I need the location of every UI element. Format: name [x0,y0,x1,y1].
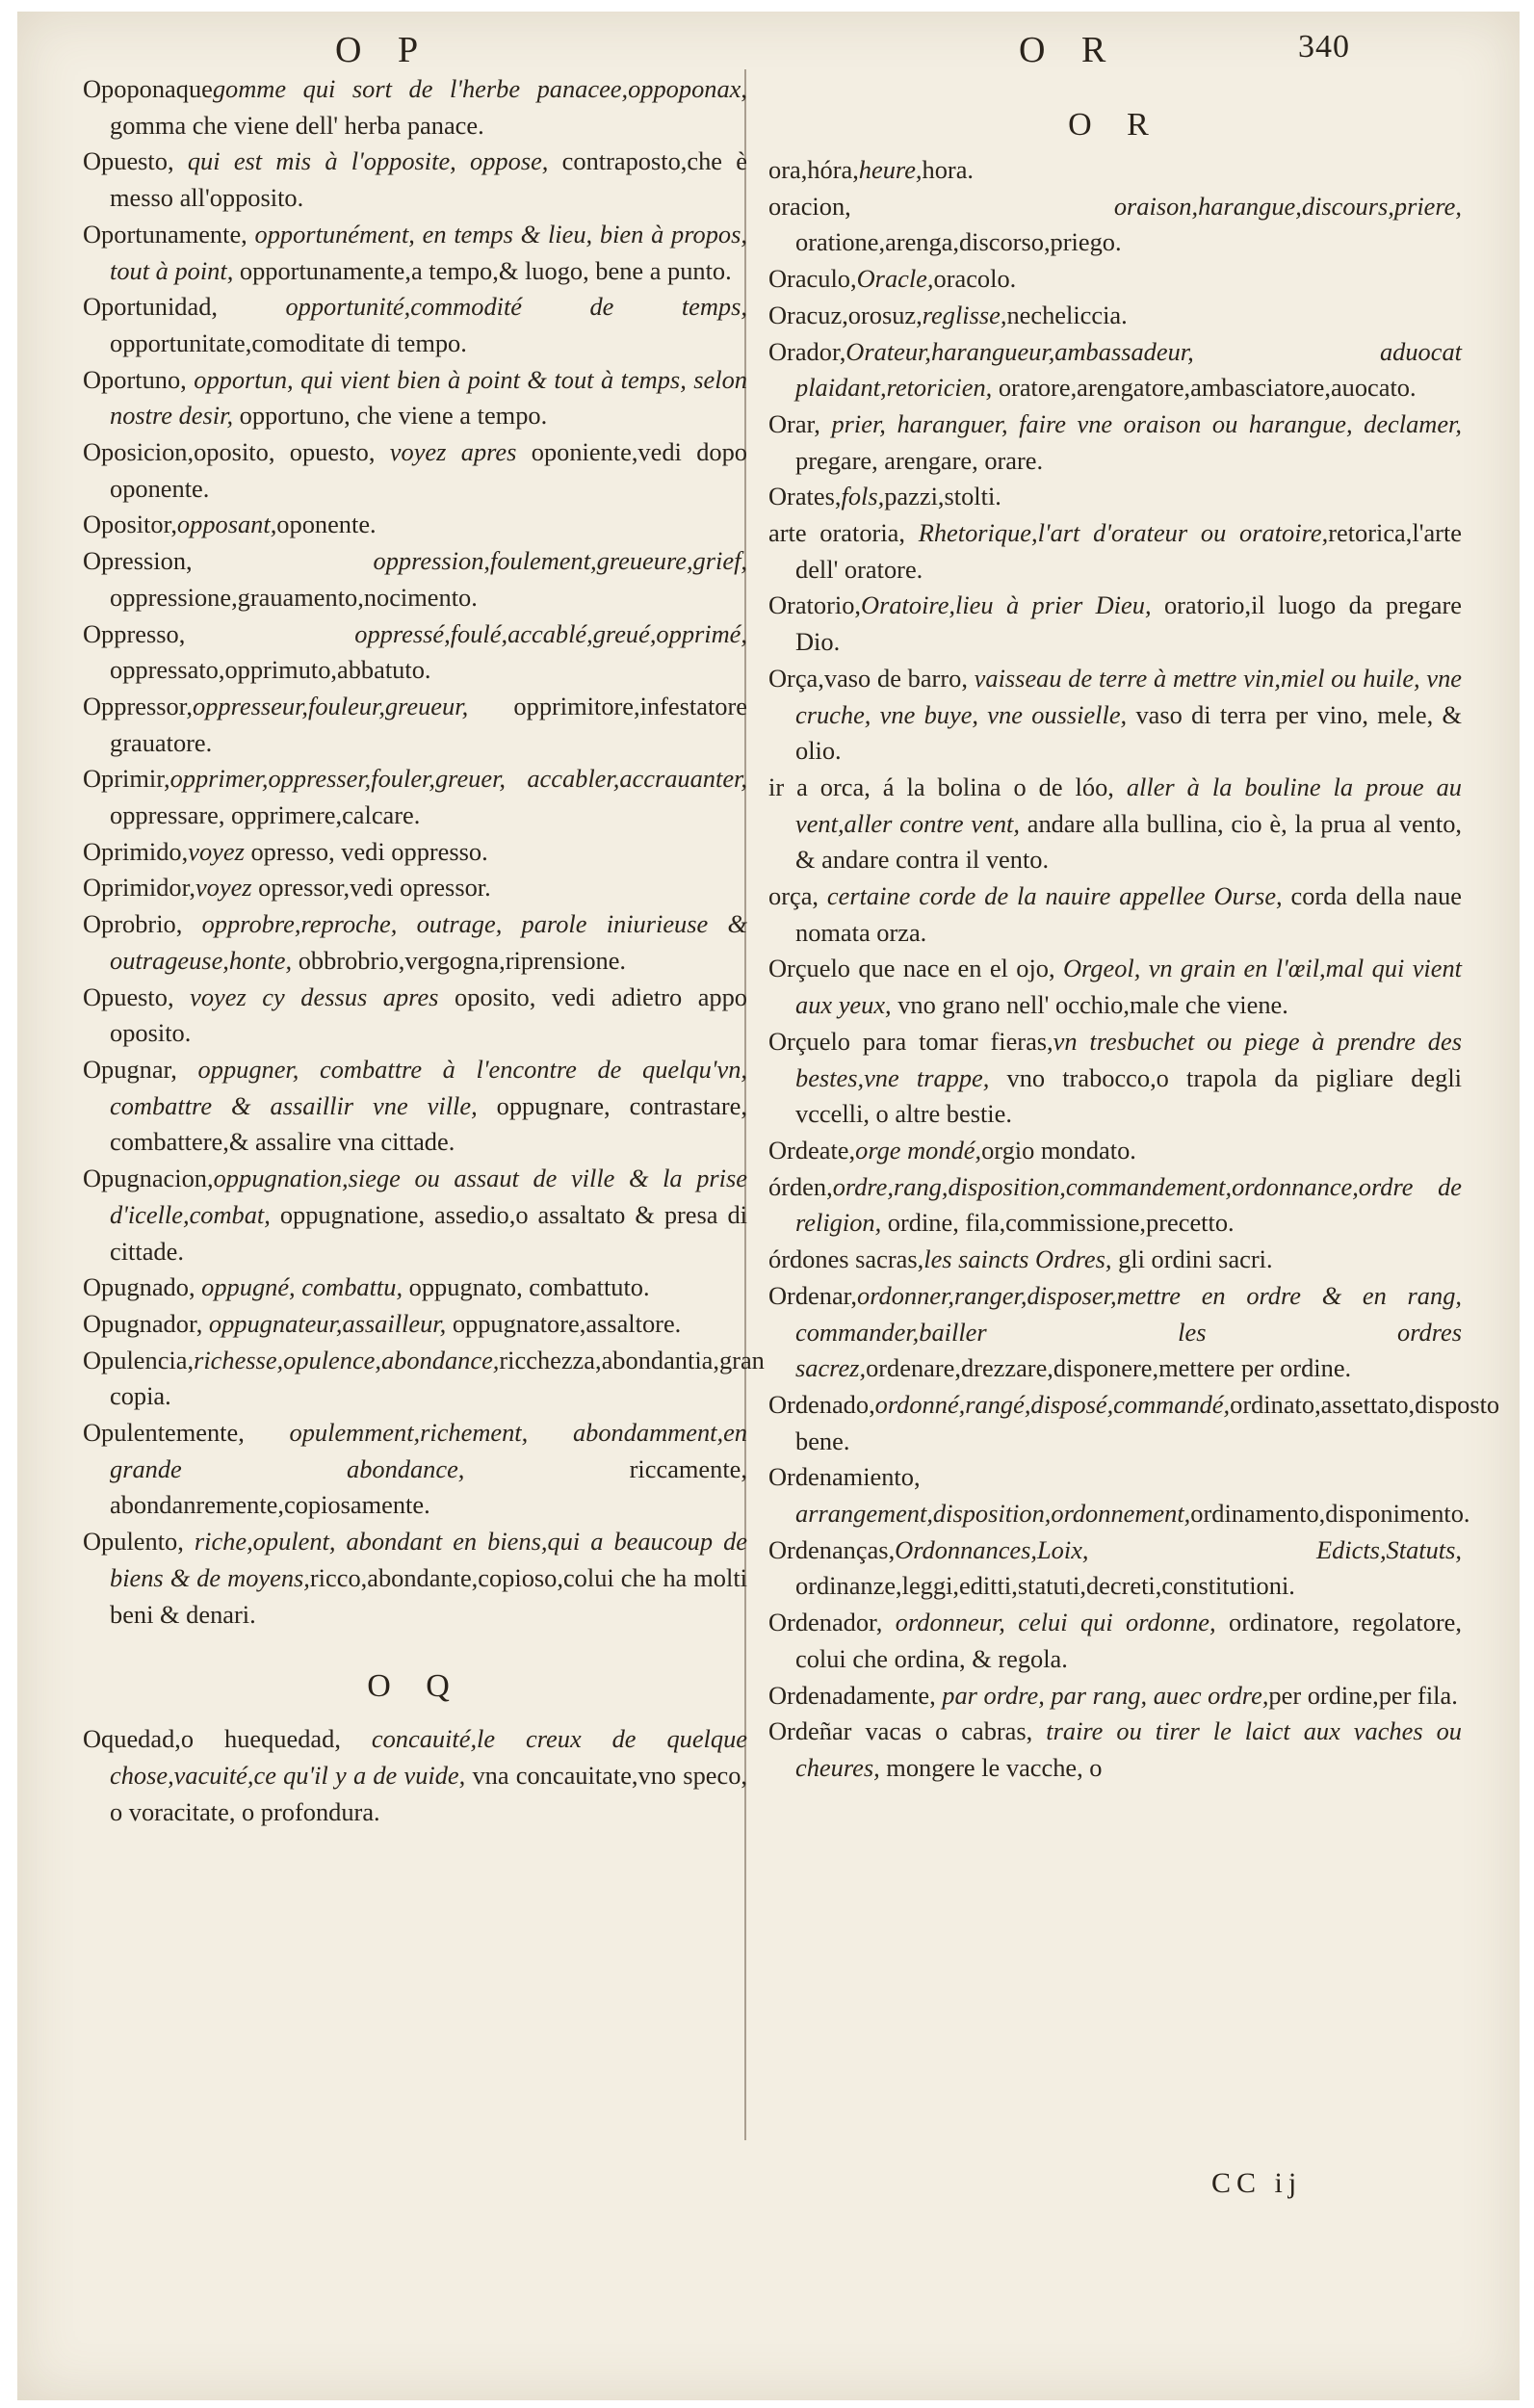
entry-french-gloss: ordonneur, celui qui ordonne, [895,1608,1216,1637]
dictionary-entry [768,1024,1462,1133]
entry-headword: Opression [83,546,187,576]
dictionary-entry [768,515,1462,588]
entry-headword: Oposicion [83,437,188,467]
entry-variant: , [869,1389,875,1419]
entry-variant: , [834,482,842,511]
entry-italian-gloss: opprimitore,infestatore grauatore. [110,691,747,757]
entry-variant: , [167,982,191,1011]
dictionary-entry [83,434,747,507]
dictionary-entry [83,834,747,871]
entry-french-gloss: opprobre,reproche, outrage, parole iniurieuse & outrageuse,honte, [110,909,748,975]
entry-french-gloss: vaisseau de terre à mettre vin,miel ou huile, vne cruche, vne buye, vne oussielle, [795,663,1463,729]
right-entries [768,152,1500,1787]
dictionary-entry [83,1721,747,1830]
entry-headword: Oppresso [83,618,179,648]
dictionary-entry [768,1169,1462,1242]
entry-italian-gloss: mongere le vacche, o [879,1752,1103,1782]
entry-italian-gloss: oppugnato, combattuto. [403,1272,650,1302]
entry-headword: Orador [768,336,840,366]
entry-variant: , [238,1418,290,1448]
entry-variant: , [177,1527,195,1557]
entry-french-gloss: Orgeol, vn grain en l'œil,mal qui vient aux yeux, [795,954,1462,1020]
entry-headword: Ordenador [768,1608,876,1637]
entry-french-gloss: ordonner,ranger,disposer,mettre en ordre & en rang, commander,bailler les ordres sacrez, [795,1280,1462,1383]
entry-french-gloss: riche,opulent, abondant en biens,qui a beaucoup de biens & de moyens, [110,1527,747,1592]
dictionary-entry [768,189,1462,261]
dictionary-entry [83,980,747,1052]
entry-french-gloss: oppugner, combattre à l'encontre de quelqu'vn, combattre & assaillir vne ville, [110,1054,748,1120]
entry-italian-gloss: oratore,arengatore,ambasciatore,auocato. [992,373,1417,403]
entry-headword: Ordenado [768,1389,870,1419]
signature-mark: CC ij [1211,2167,1303,2199]
entry-french-gloss: gomme qui sort de l'herbe panacee,oppoponax [212,74,741,103]
entry-french-gloss: oppugné, combattu, [201,1272,403,1302]
dictionary-entry [768,298,1462,334]
entry-french-gloss: opportun, qui vient bien à point & tout à temps, selon nostre desir, [110,364,747,431]
entry-variant: , [181,836,189,866]
entry-headword: orça [768,881,813,911]
dictionary-entry [768,951,1462,1023]
entry-italian-gloss: obbrobrio,vergogna,riprensione. [292,945,627,975]
left-entries [83,71,765,1633]
entry-headword: Oprobrio [83,909,176,939]
entry-french-gloss: aller à la bouline la proue au vent,aller contre vent, [795,772,1462,838]
entry-french-gloss: certaine corde de la nauire appellee Ourse, [826,881,1283,911]
entry-italian-gloss: oppugnatione, assedio,o assaltato & presa di cittade. [110,1199,747,1266]
dictionary-entry [83,1306,747,1343]
dictionary-entry [83,1269,747,1306]
entry-french-gloss: arrangement,disposition,ordonnement, [795,1499,1191,1529]
entry-french-gloss: Oratoire,lieu à prier Dieu, [861,590,1152,620]
oq-entries [83,1721,747,1830]
entry-variant: , [163,764,170,794]
entry-italian-gloss: ordinamento,disponimento. [1190,1499,1470,1529]
dictionary-entry [768,261,1462,298]
entry-variant: , [178,618,355,648]
dictionary-entry [83,1343,765,1415]
entry-italian-gloss: ordine, fila,commissione,precetto. [881,1208,1235,1238]
entry-french-gloss: oppressé,foulé,accablé,greué,opprimé, [354,618,747,648]
dictionary-entry [768,1714,1462,1786]
entry-headword: Opulentemente [83,1418,239,1448]
entry-headword: arte oratoria [768,518,899,548]
entry-french-gloss: opposant, [176,510,277,539]
entry-variant: , [814,408,832,438]
entry-headword: Ordenadamente [768,1680,930,1710]
entry-headword: Orçuelo [768,1026,850,1056]
entry-french-gloss: opportunité,commodité de temps, [285,292,747,322]
entry-variant: , [839,336,846,366]
page-number: 340 [1298,29,1350,65]
entry-italian-gloss: necheliccia. [1006,300,1128,329]
entry-headword: oracion [768,191,845,221]
entry-headword: Ordeate [768,1135,849,1165]
entry-italian-gloss: ordenare,drezzare,disponere,mettere per ordine. [866,1353,1352,1383]
entry-headword: ora [768,155,801,184]
entry-italian-gloss: oppressare, opprimere,calcare. [110,800,421,830]
entry-headword: Orates [768,482,835,511]
entry-italian-gloss: oposito, vedi adietro appo oposito. [110,982,747,1048]
dictionary-entry [83,1415,747,1524]
entry-italian-gloss: vna concauitate,vno speco, o voracitate, o profondura. [110,1760,747,1826]
entry-headword: órden [768,1171,827,1201]
dictionary-entry [768,1532,1462,1605]
entry-variant: ,oposito, opuesto, [187,437,390,467]
dictionary-entry [83,689,747,761]
entry-italian-gloss: oratione,arenga,discorso,priego. [795,227,1122,257]
header-left-letters: O P [335,30,432,70]
entry-italian-gloss: opressor,vedi opressor. [251,873,491,903]
entry-variant: , [917,1244,924,1274]
entry-variant: , [875,1608,896,1637]
entry-french-gloss: orge mondé, [855,1135,982,1165]
entry-headword: Ordenar [768,1280,851,1310]
entry-italian-gloss: corda della naue nomata orza. [795,881,1462,947]
entry-variant: , [180,364,195,394]
entry-french-gloss: fols, [841,482,885,511]
entry-headword: Oppressor [83,691,187,720]
entry-italian-gloss: orgio mondato. [981,1135,1136,1165]
entry-headword: Opuesto [83,146,168,176]
entry-italian-gloss: hora. [922,155,975,184]
entry-headword: Ordenamiento [768,1462,914,1492]
dictionary-entry [83,507,747,543]
entry-french-gloss: voyez cy dessus apres [190,982,439,1011]
entry-italian-gloss: contraposto,che è messo all'opposito. [110,146,747,213]
entry-variant: , [207,1164,214,1193]
entry-variant: vacas o cabras, [851,1716,1047,1746]
entry-french-gloss: qui est mis à l'opposite, oppose, [187,146,549,176]
dictionary-entry [768,334,1462,406]
entry-french-gloss: traire ou tirer le laict aux vaches ou cheures, [795,1716,1462,1782]
entry-french-gloss: oraison,harangue,discours,priere, [1113,191,1462,221]
entry-headword: Opuesto [83,982,168,1011]
entry-french-gloss: oppugnation,siege ou assaut de ville & la prise d'icelle,combat, [110,1164,747,1229]
entry-french-gloss: Rhetorique,l'art d'orateur ou oratoire, [918,518,1329,548]
entry-italian-gloss: retorica,l'arte dell' oratore. [795,518,1462,584]
entry-french-gloss: opulemment,richement, abondamment,en grande abondance, [110,1418,747,1483]
entry-french-gloss: par ordre, par rang, auec ordre, [942,1680,1269,1710]
entry-italian-gloss: ricchezza,abondantia,gran copia. [110,1345,765,1411]
entry-french-gloss: les saincts Ordres, [923,1244,1112,1274]
dictionary-entry [768,406,1462,479]
entry-french-gloss: Oracle, [856,264,934,294]
entry-variant: , [929,1680,943,1710]
dictionary-entry [83,144,747,216]
dictionary-entry [768,770,1462,878]
entry-italian-gloss: vaso di terra per vino, mele, & olio. [795,699,1463,766]
entry-variant: , [848,1135,856,1165]
entry-italian-gloss: , gomma che viene dell' herba panace. [110,74,747,140]
entry-headword: Opoponaque [83,74,213,103]
dictionary-entry [768,1242,1462,1278]
entry-headword: Oportunamente [83,219,242,249]
entry-italian-gloss: oppugnare, contrastare, combattere,& assalire vna cittade. [110,1090,747,1157]
entry-variant: , [845,191,1114,221]
entry-french-gloss: richesse,opulence,abondance, [194,1345,500,1374]
entry-variant: , [167,146,188,176]
entry-italian-gloss: opportuno, che viene a tempo. [233,401,548,431]
entry-italian-gloss: oppressato,opprimuto,abbatuto. [110,655,431,685]
entry-french-gloss: prier, haranguer, faire vne oraison ou harangue, declamer, [831,408,1462,438]
entry-italian-gloss: ordinatore, regolatore, colui che ordina, & regola. [795,1608,1462,1673]
dictionary-entry [768,1459,1470,1531]
entry-french-gloss: ordonné,rangé,disposé,commandé, [874,1389,1231,1419]
dictionary-entry [768,1605,1462,1677]
entry-french-gloss: oppugnateur,assailleur, [208,1308,447,1338]
entry-headword: Oratorio [768,590,855,620]
dictionary-entry [83,71,747,144]
entry-italian-gloss: pregare, arengare, orare. [795,445,1044,475]
entry-italian-gloss: riccamente, abondanremente,copiosamente. [110,1453,747,1520]
dictionary-entry [768,588,1462,660]
entry-headword: Orça [768,663,819,693]
entry-italian-gloss: oponiente,vedi dopo oponente. [110,437,747,503]
entry-french-gloss: heure, [858,155,923,184]
entry-variant: , [913,1462,921,1492]
dictionary-entry [768,1678,1462,1714]
dictionary-entry [83,1161,747,1269]
entry-headword: Orçuelo [768,954,850,983]
entry-italian-gloss: oppugnatore,assaltore. [446,1308,682,1338]
entry-headword: Opugnacion [83,1164,207,1193]
entry-variant: , [175,909,202,939]
entry-headword: Oprimido [83,836,182,866]
entry-italian-gloss: opportunitate,comoditate di tempo. [110,327,467,357]
entry-variant: que nace en el ojo, [850,954,1063,983]
entry-variant: , [812,881,827,911]
entry-italian-gloss: oracolo. [933,264,1017,294]
dictionary-entry [768,1278,1462,1387]
entry-headword: Opositor [83,510,171,539]
entry-variant: ,vaso de barro, [818,663,975,693]
entry-variant: , [241,219,255,249]
entry-variant: , [826,1171,833,1201]
dictionary-entry [83,217,747,289]
entry-headword: Ordeñar [768,1716,852,1746]
entry-italian-gloss: vno grano nell' occhio,male che viene. [891,990,1288,1020]
dictionary-entry [768,1133,1462,1169]
entry-headword: Oquedad [83,1724,175,1754]
entry-headword: ir a orca [768,772,865,801]
entry-variant: , [850,1280,858,1310]
entry-french-gloss: oppresseur,fouleur,greueur, [193,691,469,720]
entry-headword: Orar [768,408,815,438]
entry-french-gloss: Ordonnances,Loix, Edicts,Statuts, [895,1534,1462,1564]
entry-italian-gloss: opportunamente,a tempo,& luogo, bene a punto. [233,255,732,285]
dictionary-entry [768,1387,1500,1459]
entry-italian-gloss: pazzi,stolti. [884,482,1001,511]
entry-italian-gloss: per ordine,per fila. [1268,1680,1458,1710]
entry-french-gloss: reglisse, [922,300,1007,329]
entry-variant: ,orosuz, [842,300,923,329]
entry-headword: Oraculo [768,264,850,294]
entry-italian-gloss: opresso, vedi oppresso. [244,836,488,866]
dictionary-entry [83,761,747,833]
left-column [83,71,765,1830]
entry-italian-gloss: oppressione,grauamento,nocimento. [110,582,478,612]
entry-variant: , [854,590,862,620]
section-heading-or: O R [1068,107,1162,143]
entry-headword: Opugnador [83,1308,196,1338]
dictionary-entry [768,479,1462,515]
entry-french-gloss: voyez apres [389,437,517,467]
entry-italian-gloss: oponente. [276,510,377,539]
entry-headword: Oracuz [768,300,843,329]
entry-variant: , [195,1308,209,1338]
dictionary-entry [83,289,747,361]
entry-italian-gloss: ricco,abondante,copioso,colui che ha molti beni & denari. [110,1562,747,1629]
entry-french-gloss: oppression,foulement,greueure,grief, [373,546,747,576]
entry-variant: , [850,264,857,294]
entry-italian-gloss: gli ordini sacri. [1111,1244,1273,1274]
dictionary-entry [83,906,747,979]
entry-variant: , [211,292,286,322]
entry-variant: , [186,691,194,720]
dictionary-entry [83,543,747,615]
entry-headword: Ordenanças [768,1534,889,1564]
entry-headword: Opulento [83,1527,178,1557]
entry-headword: Oportuno [83,364,181,394]
header-right-letters: O R [1019,30,1120,70]
entry-italian-gloss: andare alla bullina, cio è, la prua al vento, & andare contra il vento. [795,808,1462,875]
entry-italian-gloss: oratorio,il luogo da pregare Dio. [795,590,1462,657]
entry-french-gloss: vn tresbuchet ou piege à prendre des bestes,vne trappe, [795,1026,1462,1092]
entry-french-gloss: ordre,rang,disposition,commandement,ordonnance,ordre de religion, [795,1171,1462,1238]
entry-french-gloss: voyez [195,873,252,903]
entry-variant: ,o huequedad, [174,1724,372,1754]
right-column [768,100,1500,1787]
entry-headword: Oprimir [83,764,164,794]
entry-variant: , [189,873,195,903]
entry-italian-gloss: ordinato,assettato,disposto bene. [795,1389,1500,1455]
dictionary-entry [768,878,1462,951]
dictionary-page [17,12,1520,2400]
entry-italian-gloss: vno trabocco,o trapola da pigliare degli vccelli, o altre bestie. [795,1062,1462,1129]
entry-variant: , [186,546,374,576]
entry-variant: , á la bolina o de lóo, [864,772,1127,801]
entry-italian-gloss: ordinanze,leggi,editti,statuti,decreti,constitutioni. [795,1571,1295,1601]
entry-headword: Opulencia [83,1345,188,1374]
entry-headword: Oportunidad [83,292,212,322]
dictionary-entry [768,152,1462,189]
entry-variant: ,hóra, [800,155,859,184]
dictionary-entry [83,616,747,689]
entry-french-gloss: voyez [188,836,245,866]
dictionary-entry [83,1524,747,1633]
entry-variant: , [888,1534,896,1564]
entry-french-gloss: opprimer,oppresser,fouler,greuer, accabler,accrauanter, [169,764,747,794]
entry-variant: , [187,1345,195,1374]
dictionary-entry [83,362,747,434]
entry-headword: Opugnar [83,1054,171,1084]
entry-headword: Oprimidor [83,873,190,903]
dictionary-entry [83,870,747,906]
entry-variant: , [170,1054,198,1084]
entry-variant: para tomar fieras, [850,1026,1053,1056]
entry-french-gloss: Orateur,harangueur,ambassadeur, aduocat plaidant,retoricien, [795,336,1462,403]
dictionary-entry [83,1052,747,1161]
entry-variant: , [170,510,177,539]
entry-headword: Opugnado [83,1272,189,1302]
entry-headword: órdones sacras [768,1244,918,1274]
dictionary-entry [768,661,1462,770]
entry-variant: , [188,1272,202,1302]
entry-variant: , [898,518,919,548]
entry-french-gloss: concauité,le creux de quelque chose,vacuité,ce qu'il y a de vuide, [110,1724,747,1790]
entry-french-gloss: opportunément, en temps & lieu, bien à propos, tout à point, [110,219,747,285]
section-heading-oq: O Q [367,1668,463,1705]
